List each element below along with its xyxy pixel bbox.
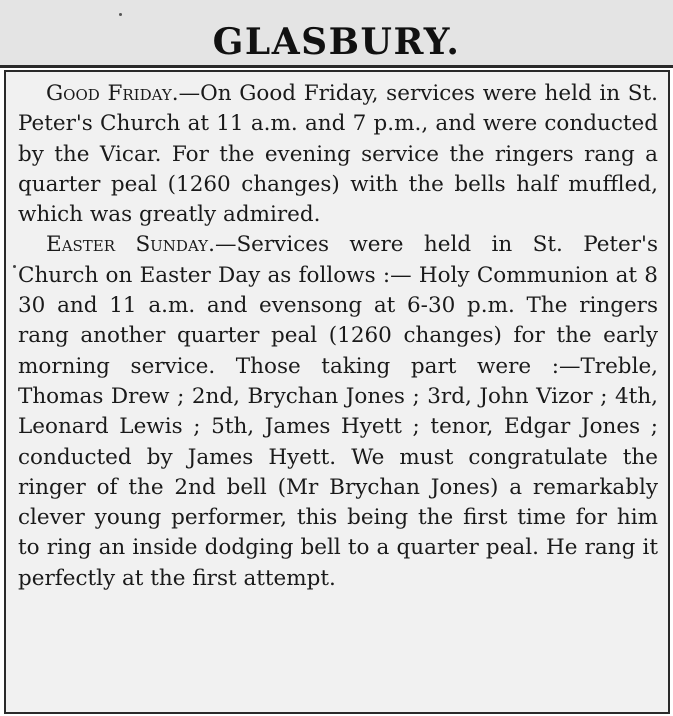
article-column (4, 70, 670, 714)
headline-strip (0, 0, 673, 68)
paragraph-good-friday (18, 79, 658, 230)
paragraph-heading: Easter Sunday. (46, 232, 215, 258)
print-speck (119, 13, 122, 16)
paragraph-text: —Services were held in St. Peter's Church on Easter Day as follows :— Holy Communion at 8 30 and 11 a.m. and evensong at 6-30 p.m. The ringers rang another quarter peal (1260 changes) for the early morning service. Those taking part were :—Treble, Thomas Drew ; 2nd, Brychan Jones ; 3rd, John Vizor ; 4th, Leonard Lewis ; 5th, James Hyett ; tenor, Edgar Jones ; conducted by James Hyett. We must congratulate the ringer of the 2nd bell (Mr Brychan Jones) a remarkably clever young performer, this being the first time for him to ring an inside dodging bell to a quarter peal. He rang it perfectly at the first attempt. (18, 232, 659, 591)
paragraph-easter-sunday (18, 230, 658, 594)
article-body (18, 79, 658, 594)
paragraph-heading: Good Friday. (46, 81, 179, 106)
paragraph-text: —On Good Friday, services were held in St. Peter's Church at 11 a.m. and 7 p.m., and were conducted by the Vicar. For the evening service the ringers rang a quarter peal (1260 changes) with the bells half muffled, which was greatly admired. (18, 81, 658, 228)
headline: GLASBURY. (212, 21, 461, 63)
print-speck (13, 265, 16, 268)
